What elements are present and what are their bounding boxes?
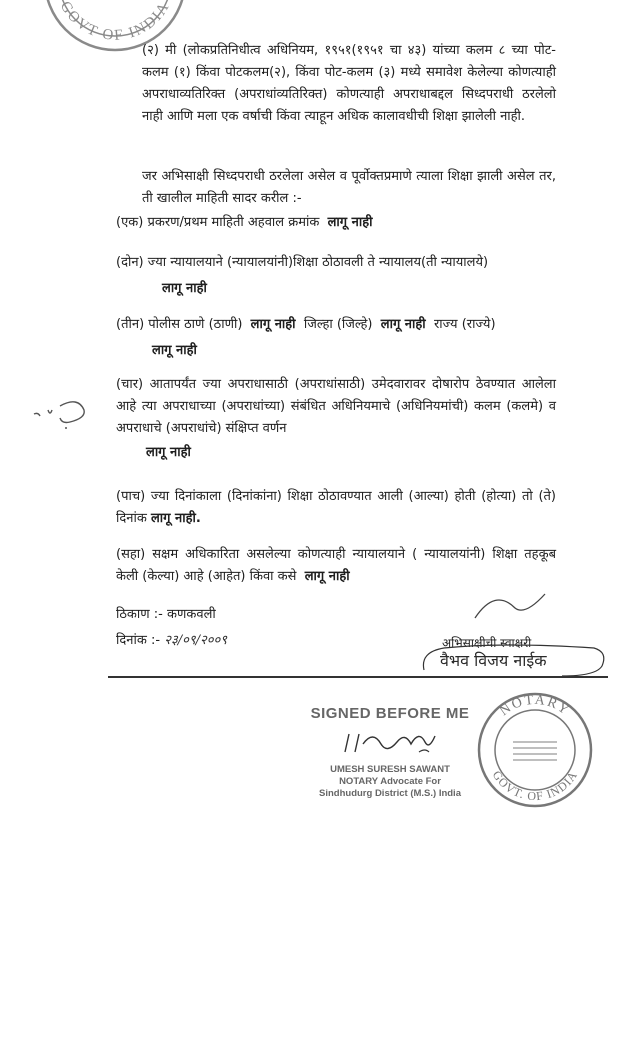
svg-text:वैभव विजय नाईक: वैभव विजय नाईक: [440, 651, 547, 670]
item-6-text: (सहा) सक्षम अधिकारिता असलेल्या कोणत्याही न्यायालयाने ( न्यायालयांनी) शिक्षा तहकूब केली (केल्या) आहे (आहेत) किंवा कसे: [116, 547, 556, 584]
horizontal-rule: [108, 676, 608, 678]
item-1: [116, 212, 556, 234]
item-1-text: (एक) प्रकरण/प्रथम माहिती अहवाल क्रमांक: [116, 215, 320, 230]
item-3-district-value: लागू नाही: [380, 317, 426, 332]
item-2-value: लागू नाही: [162, 281, 207, 296]
item-5-text: (पाच) ज्या दिनांकाला (दिनांकांना) शिक्षा ठोठावण्यात आली (आल्या) होती (होत्या) तो (ते) दिनांक: [116, 489, 556, 526]
item-3-police-label: (तीन) पोलीस ठाणे (ठाणी): [116, 317, 243, 332]
notary-signature: [315, 722, 465, 760]
signature-flourish: [470, 588, 550, 628]
notary-seal: [475, 690, 595, 810]
item-3-district-label: जिल्हा (जिल्हे): [303, 317, 373, 332]
place-date-block: [116, 604, 227, 652]
item-2: [116, 252, 556, 300]
deponent-signature: [418, 640, 608, 676]
item-4: [116, 374, 556, 464]
item-5-value: लागू नाही.: [150, 511, 201, 526]
item-4-value: लागू नाही: [146, 445, 191, 460]
item-6-value: लागू नाही: [304, 569, 350, 584]
intro-text: जर अभिसाक्षी सिध्दपराधी ठरलेला असेल व पूर्वोक्तप्रमाणे त्याला शिक्षा झाली असेल तर, ती खालील माहिती सादर करील :-: [142, 169, 556, 206]
item-1-value: लागू नाही: [327, 215, 373, 230]
signature-label: अभिसाक्षीची स्वाक्षरी: [442, 636, 532, 650]
notary-district: Sindhudurg District (M.S.) India: [319, 788, 461, 799]
place-value: कणकवली: [167, 607, 216, 622]
item-4-text: (चार) आतापर्यंत ज्या अपराधासाठी (अपराधांसाठी) उमेदवारावर दोषारोप ठेवण्यात आलेला आहे त्या अपराधाच्या (अपराधांच्या) संबंधित अधिनियमाचे (अधिनियमांची) कलम (कलमे) व अपराधाचे (अपराधांचे) संक्षिप्त वर्णन: [116, 377, 556, 436]
item-3: [116, 314, 556, 362]
date-row: [116, 630, 227, 652]
item-2-text: (दोन) ज्या न्यायालयाने (न्यायालयांनी)शिक्षा ठोठावली ते न्यायालय(ती न्यायालये): [116, 255, 489, 270]
signed-before-me: SIGNED BEFORE ME: [310, 705, 470, 722]
item-6: [116, 544, 556, 588]
date-label: दिनांक :-: [116, 633, 161, 648]
svg-text:NOTARY: NOTARY: [497, 692, 573, 720]
item-5: [116, 486, 556, 530]
place-label: ठिकाण :-: [116, 607, 163, 622]
date-value: २३/०९/२००९: [164, 633, 228, 648]
item-3-police-value: लागू नाही: [250, 317, 296, 332]
margin-pen-mark: [26, 392, 106, 432]
paragraph-2: [116, 40, 556, 128]
svg-text:GOVT. OF INDIA: GOVT. OF INDIA: [489, 768, 581, 804]
item-3-state-label: राज्य (राज्ये): [433, 317, 496, 332]
notary-title: NOTARY Advocate For: [339, 776, 441, 787]
notary-stamp: [290, 705, 490, 800]
place-row: [116, 604, 227, 626]
item-3-state-value: लागू नाही: [152, 343, 197, 358]
notary-name: UMESH SURESH SAWANT: [330, 764, 450, 775]
svg-text:GOVT OF INDIA: GOVT OF INDIA: [56, 0, 174, 44]
intro-paragraph: [116, 166, 556, 210]
paragraph-2-text: (२) मी (लोकप्रतिनिधीत्व अधिनियम, १९५१(१९५१ चा ४३) यांच्या कलम ८ च्या पोट-कलम (१) किंवा पोटकलम(२), किंवा पोट-कलम (३) मध्ये समावेश केलेल्या कोणत्याही अपराधाव्यतिरिक्त (अपराधांव्यतिरिक्त) कोणत्याही अपराधाबद्दल सिध्दपराधी ठरलेलो नाही आणि मला एक वर्षाची किंवा त्याहून अधिक कालावधीची शिक्षा झालेली नाही.: [142, 43, 556, 124]
